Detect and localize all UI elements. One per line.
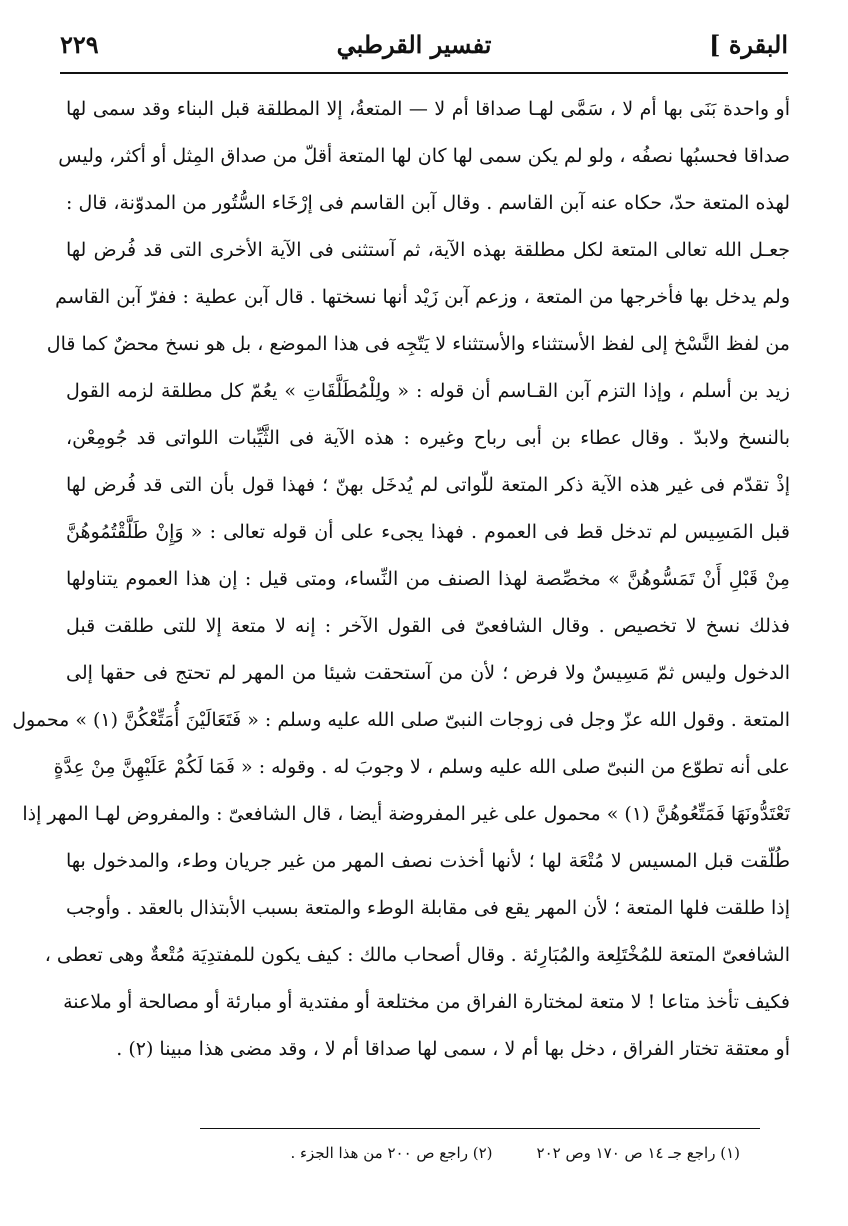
text-line: على أنه تطوّع من النبىّ صلى الله عليه وسلم ، لا وجوبَ له . وقوله : « فَمَا لَكُمْ عَلَيْهِنَّ مِنْ عِدَّةٍ xyxy=(53,756,790,778)
text-line: فكيف تأخذ متاعا ! لا متعة لمختارة الفراق من مختلعة أو مفتدية أو مبارئة أو مصالحة أو ملاعنة xyxy=(63,991,790,1013)
footnote-1: (١) راجع جـ ١٤ ص ١٧٠ وص ٢٠٢ xyxy=(536,1144,740,1162)
text-line: تَعْتَدُّونَهَا فَمَتِّعُوهُنَّ (١) » محمول على غير المفروضة أيضا ، قال الشافعىّ : والمفروض لهـا المهر إذا xyxy=(22,803,790,825)
text-line: ولم يدخل بها فأخرجها من المتعة ، وزعم آبن زَيْد أنها نسختها . قال آبن عطية : ففرّ آبن القاسم xyxy=(55,286,790,308)
footnote-2: (٢) راجع ص ٢٠٠ من هذا الجزء . xyxy=(290,1144,493,1162)
page-number: ٢٢٩ xyxy=(60,29,99,59)
text-line: قبل المَسِيس لم تدخل قط فى العموم . فهذا يجىء على أن قوله تعالى : « وَإِنْ طَلَّقْتُمُوهُنَّ xyxy=(66,521,790,543)
text-line: إذْ تقدّم فى غير هذه الآية ذكر المتعة للّواتى لم يُدخَل بهنّ ؛ فهذا قول بأن التى قد فُرض لها xyxy=(66,474,790,496)
text-line: جعـل الله تعالى المتعة لكل مطلقة بهذه الآية، ثم آستثنى فى الآية الأخرى التى قد فُرض لها xyxy=(66,239,790,261)
text-line: مِنْ قَبْلِ أَنْ تَمَسُّوهُنَّ » مخصِّصة لهذا الصنف من النِّساء، ومتى قيل : إن هذا العموم يتناولها xyxy=(66,568,790,590)
chapter-label: البقرة ] xyxy=(709,29,788,59)
text-line: بالنسخ ولابدّ . وقال عطاء بن أبى رباح وغيره : هذه الآية فى الثَّيِّبات اللواتى قد جُومِعْن، xyxy=(66,427,790,449)
text-line: أو معتقة تختار الفراق ، دخل بها أم لا ، سمى لها صداقا أم لا ، وقد مضى هذا مبينا (٢) . xyxy=(116,1038,790,1060)
text-line: طُلّقت قبل المسيس لا مُتْعَة لها ؛ لأنها أخذت نصف المهر من غير جريان وطء، والمدخول بها xyxy=(66,850,790,872)
text-line: أو واحدة بَنَى بها أم لا ، سَمَّى لهـا صداقا أم لا — المتعةُ، إلا المطلقة قبل البناء وقد سمى لها xyxy=(66,98,790,120)
running-title: تفسير القرطبي xyxy=(336,29,492,59)
text-line: من لفظ النَّسْخ إلى لفظ الأستثناء والأستثناء لا يَتّجِه فى هذا الموضع ، بل هو نسخ محضٌ كما قال xyxy=(46,333,790,355)
body-text xyxy=(12,86,790,1073)
text-line: صداقا فحسبُها نصفُه ، ولو لم يكن سمى لها كان لها المتعة أقلّ من صداق المِثل أو أكثر، وليس xyxy=(58,145,790,167)
text-line: الدخول وليس ثمّ مَسِيسٌ ولا فرض ؛ لأن من آستحقت شيئا من المهر لم تحتج فى حقها إلى xyxy=(66,662,790,684)
page-header xyxy=(60,22,788,66)
text-line: لهذه المتعة حدّ، حكاه عنه آبن القاسم . وقال آبن القاسم فى إرْخَاء السُّتُور من المدوّنة، قال : xyxy=(66,192,790,214)
header-rule xyxy=(60,72,788,74)
footnote-rule xyxy=(200,1128,760,1129)
text-line: إذا طلقت فلها المتعة ؛ لأن المهر يقع فى مقابلة الوطء والمتعة بسبب الأبتذال بالعقد . وأوجب xyxy=(66,897,790,919)
text-line: المتعة . وقول الله عزّ وجل فى زوجات النبىّ صلى الله عليه وسلم : « فَتَعَالَيْنَ أُمَتِّعْكُنَّ (١) » محمول xyxy=(12,709,790,731)
footnotes xyxy=(180,1144,740,1162)
text-line: الشافعىّ المتعة للمُخْتَلِعة والمُبَارِئة . وقال أصحاب مالك : كيف يكون للمفتدِيَة مُتْعةٌ وهى تعطى ، xyxy=(44,944,790,966)
text-line: زيد بن أسلم ، وإذا التزم آبن القـاسم أن قوله : « ولِلْمُطَلَّقَاتِ » يعُمّ كل مطلقة لزمه القول xyxy=(66,380,790,402)
text-line: فذلك نسخ لا تخصيص . وقال الشافعىّ فى القول الآخر : إنه لا متعة إلا للتى طلقت قبل xyxy=(66,615,790,637)
